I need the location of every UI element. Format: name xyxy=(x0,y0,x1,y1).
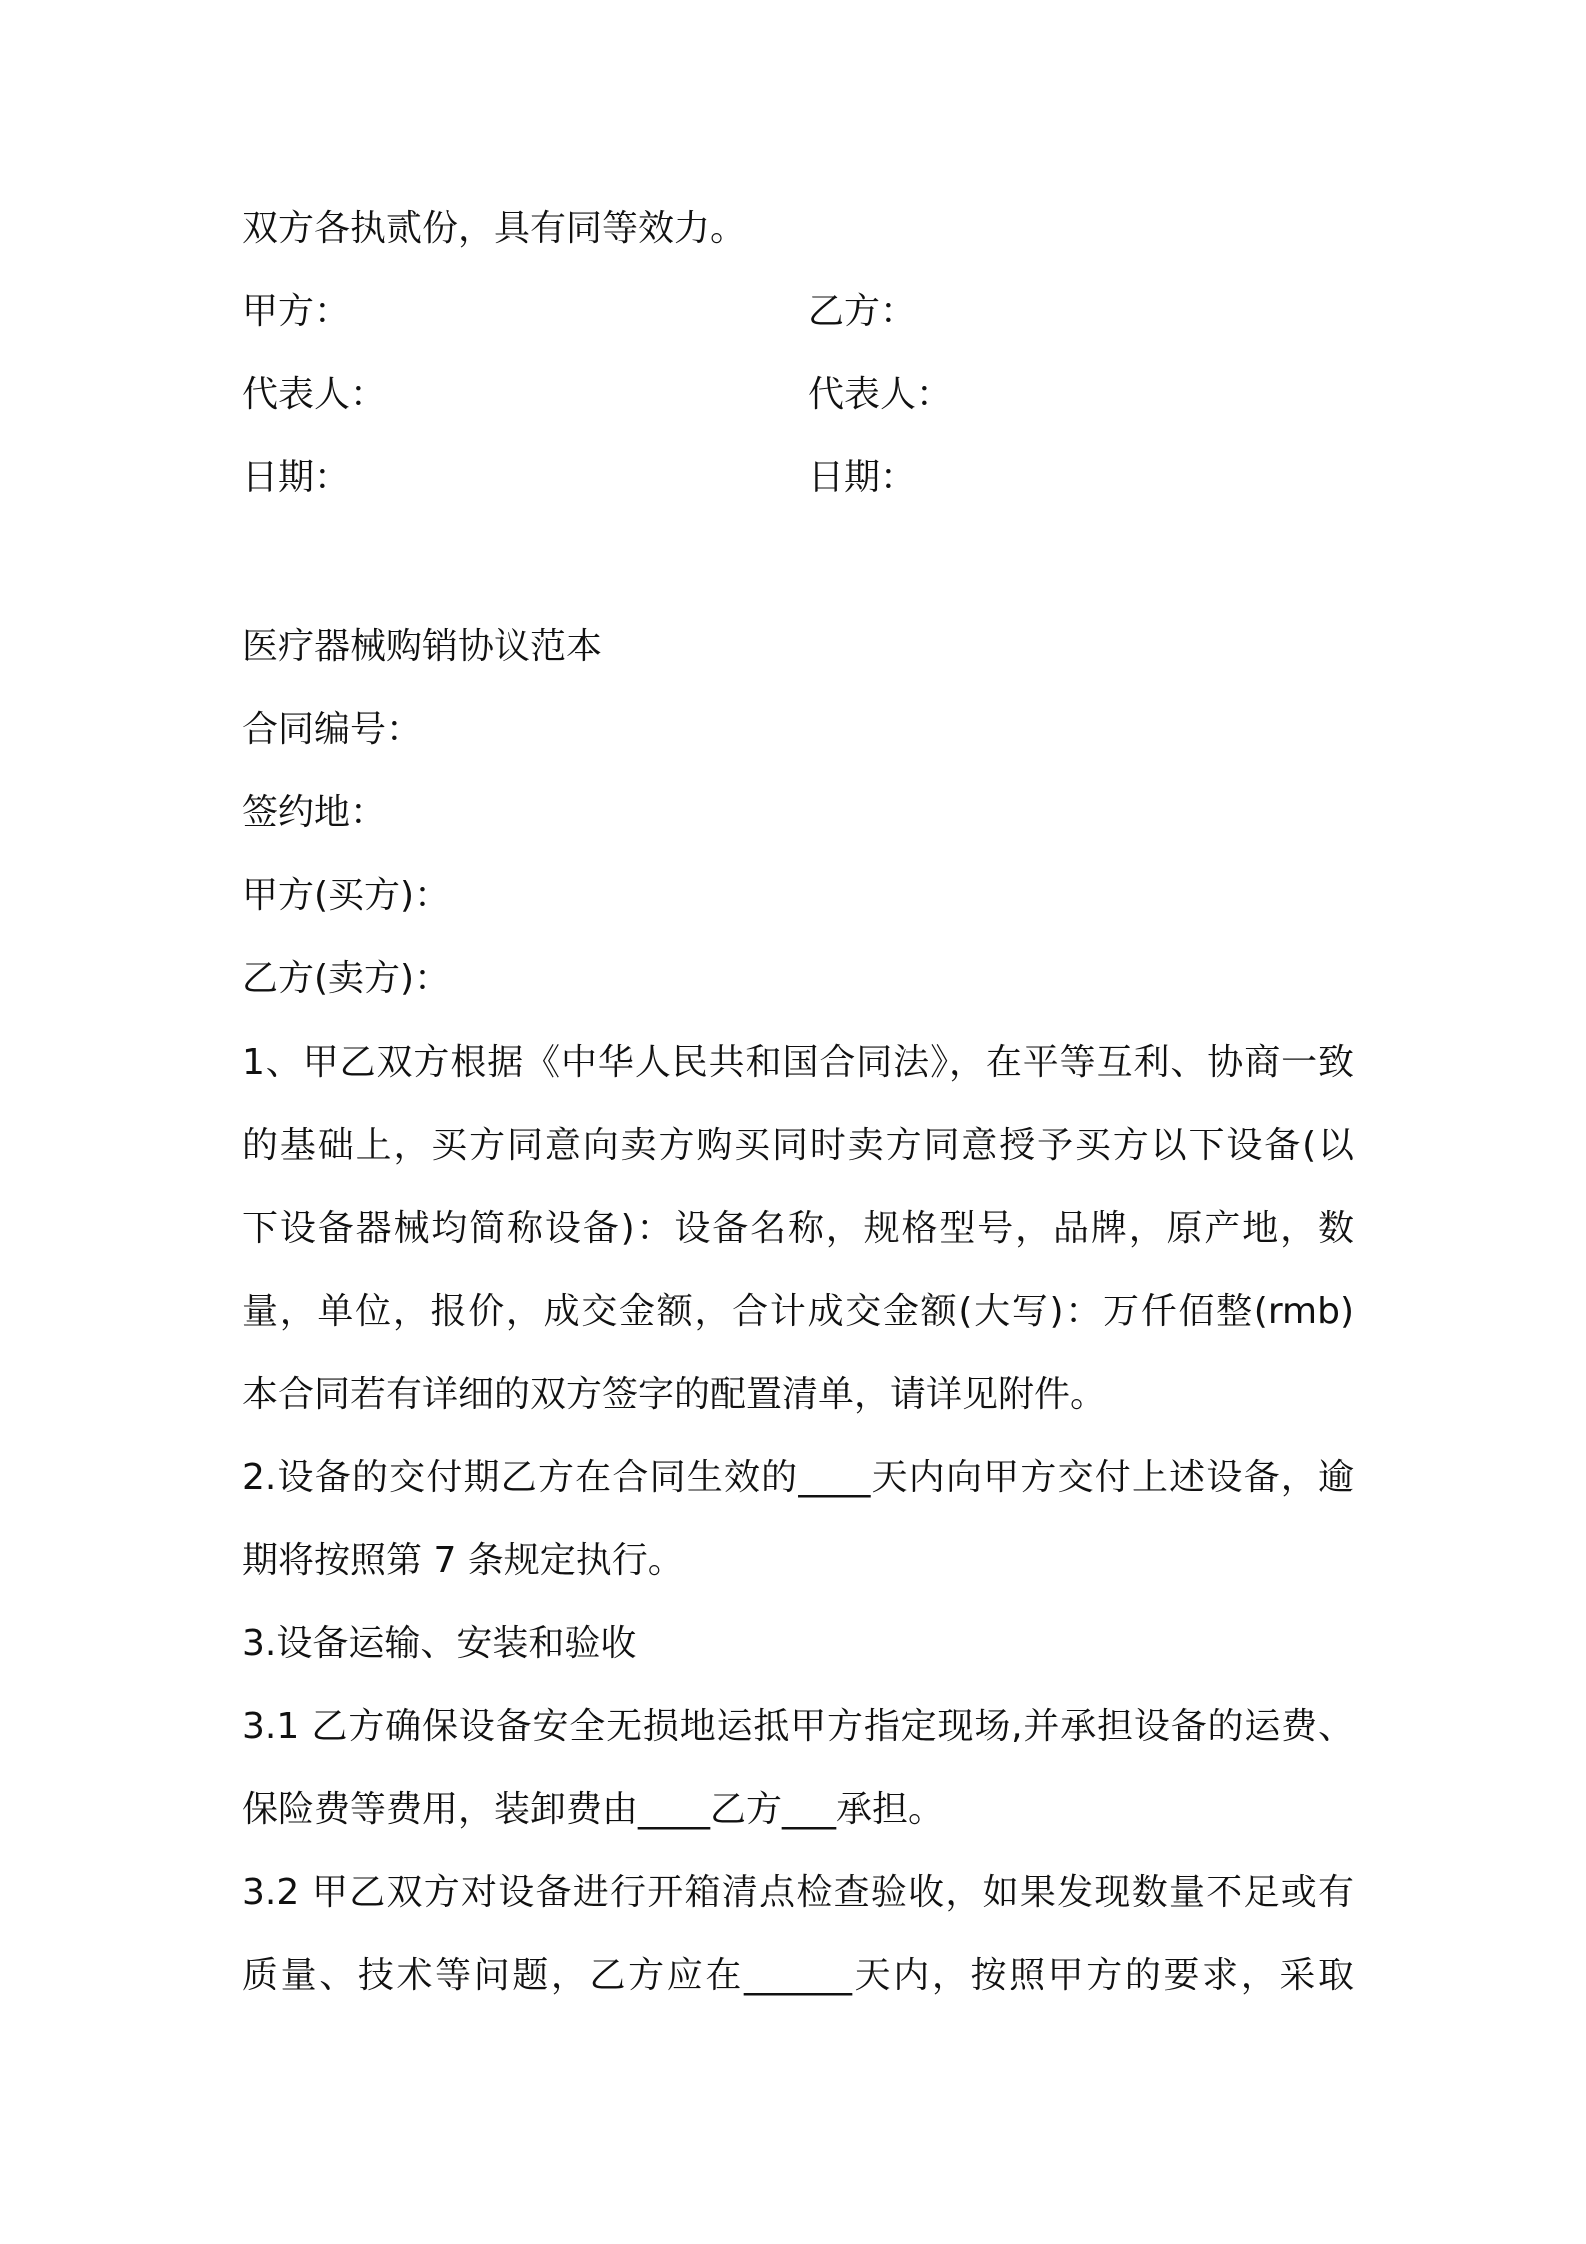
clause-3-1-line: 保险费等费用，装卸费由____乙方___承担。 xyxy=(242,1789,945,1830)
representative-a-label: 代表人： xyxy=(242,374,387,415)
clause-2-line: 2.设备的交付期乙方在合同生效的____天内向甲方交付上述设备，逾 xyxy=(242,1457,1354,1498)
representative-b-label: 代表人： xyxy=(808,374,953,415)
party-b-signature-label: 乙方： xyxy=(808,291,917,332)
clause-1-line: 1、甲乙双方根据《中华人民共和国合同法》，在平等互利、协商一致 xyxy=(242,1042,1354,1083)
date-a-label: 日期： xyxy=(242,457,351,498)
party-a-signature-label: 甲方： xyxy=(242,291,351,332)
copies-statement: 双方各执贰份，具有同等效力。 xyxy=(242,208,747,249)
clause-3-heading: 3.设备运输、安装和验收 xyxy=(242,1623,637,1664)
clause-1-line: 的基础上，买方同意向卖方购买同时卖方同意授予买方以下设备(以 xyxy=(242,1125,1354,1166)
seller-label: 乙方(卖方)： xyxy=(242,958,451,999)
clause-3-1-line: 3.1 乙方确保设备安全无损地运抵甲方指定现场,并承担设备的运费、 xyxy=(242,1706,1354,1747)
clause-2-line: 期将按照第 7 条规定执行。 xyxy=(242,1540,684,1581)
contract-number-label: 合同编号： xyxy=(242,709,423,750)
clause-1-line: 下设备器械均简称设备)：设备名称，规格型号，品牌，原产地，数 xyxy=(242,1208,1354,1249)
date-b-label: 日期： xyxy=(808,457,917,498)
buyer-label: 甲方(买方)： xyxy=(242,875,451,916)
clause-1-line: 本合同若有详细的双方签字的配置清单，请详见附件。 xyxy=(242,1374,1107,1415)
clause-1-line: 量，单位，报价，成交金额，合计成交金额(大写)：万仟佰整(rmb) xyxy=(242,1291,1354,1332)
signing-place-label: 签约地： xyxy=(242,792,387,833)
clause-3-2-line: 质量、技术等问题，乙方应在______天内，按照甲方的要求，采取 xyxy=(242,1955,1354,1996)
clause-3-2-line: 3.2 甲乙双方对设备进行开箱清点检查验收，如果发现数量不足或有 xyxy=(242,1872,1354,1913)
contract-title: 医疗器械购销协议范本 xyxy=(242,626,603,667)
